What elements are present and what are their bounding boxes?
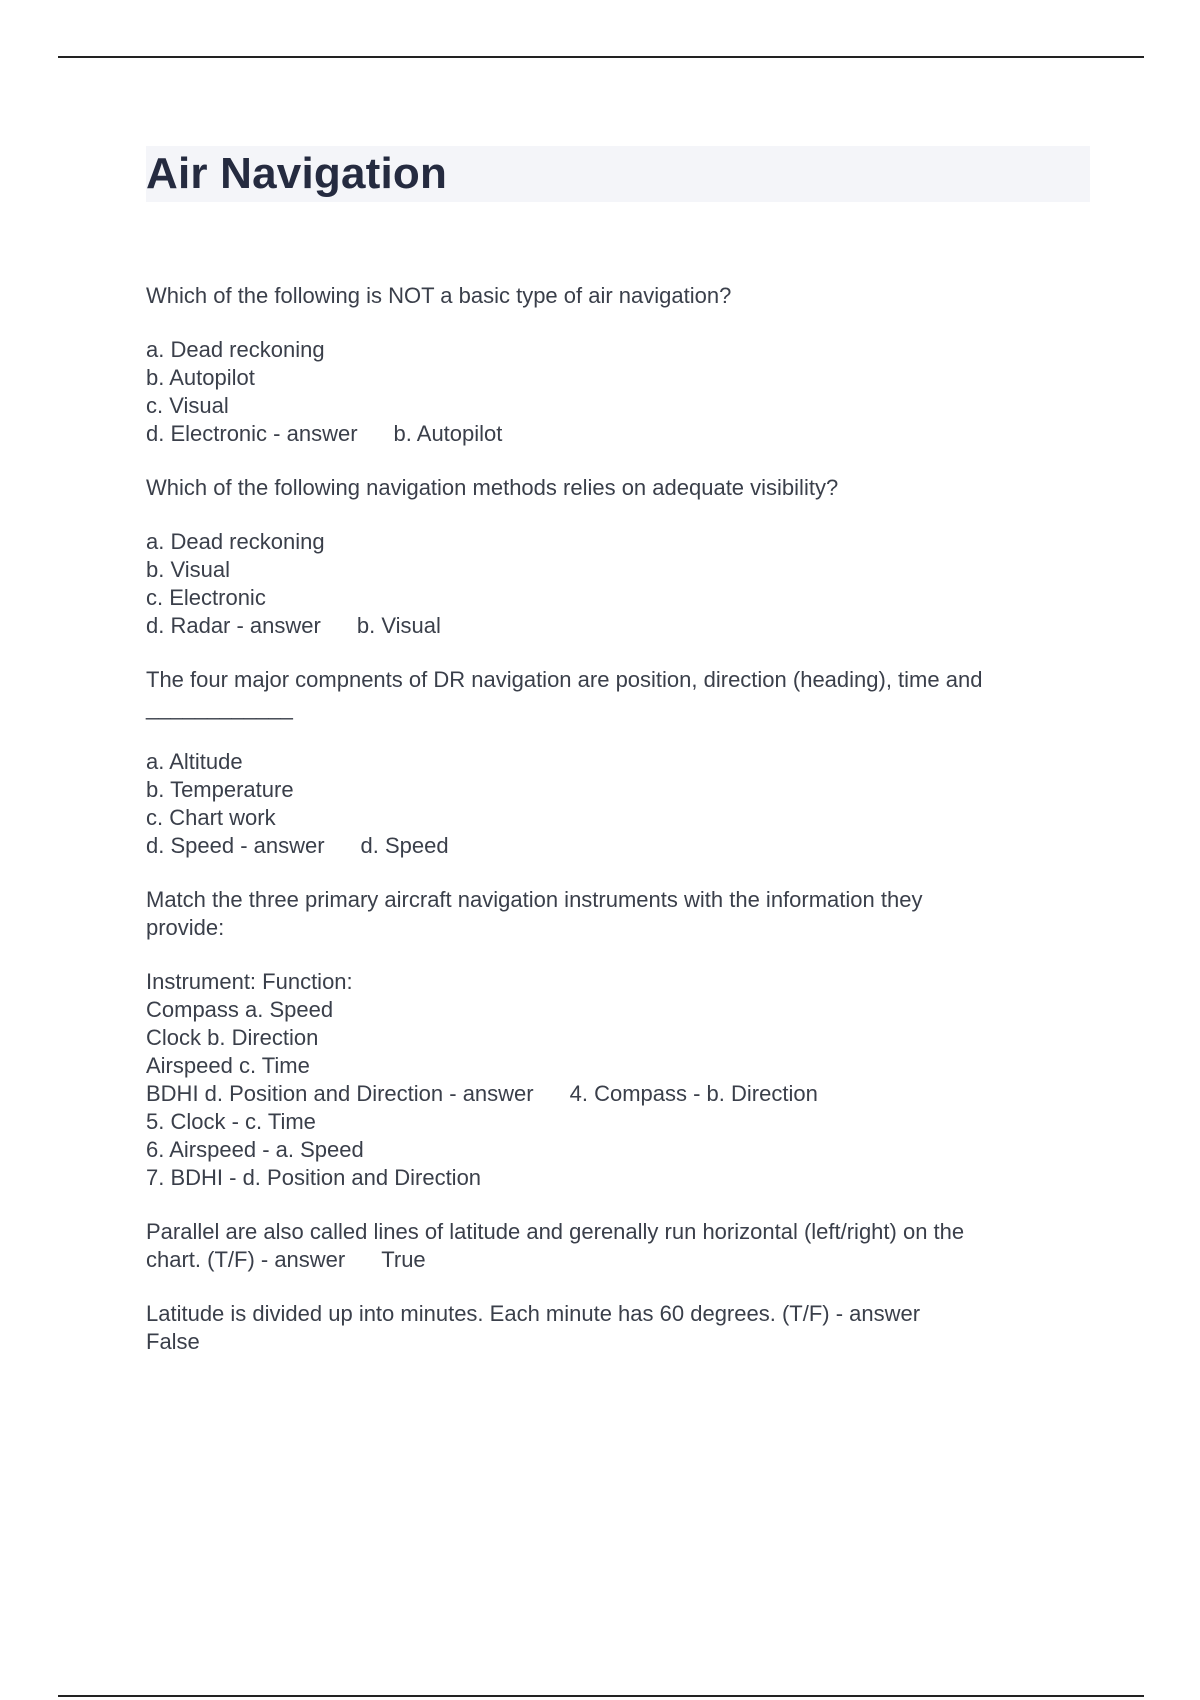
title-band bbox=[146, 146, 1090, 202]
answer-text: 4. Compass - b. Direction bbox=[569, 1081, 818, 1106]
qa-item bbox=[146, 1218, 1090, 1274]
answer-text: True bbox=[381, 1247, 426, 1272]
question-text: provide: bbox=[146, 915, 225, 940]
question-text: Parallel are also called lines of latitude and gerenally run horizontal (left/right) on the bbox=[146, 1219, 965, 1244]
question-text: Which of the following navigation methods relies on adequate visibility? bbox=[146, 475, 839, 500]
answer-text: b. Visual bbox=[356, 613, 441, 638]
option: d. Radar - answer bbox=[146, 613, 321, 638]
question-text: Latitude is divided up into minutes. Each minute has 60 degrees. (T/F) - answer bbox=[146, 1301, 921, 1326]
option: b. Temperature bbox=[146, 777, 294, 802]
document-content bbox=[146, 146, 1090, 1356]
answer-line: 6. Airspeed - a. Speed bbox=[146, 1137, 364, 1162]
qa-item bbox=[146, 886, 1090, 1192]
match-line: BDHI d. Position and Direction - answer bbox=[146, 1081, 534, 1106]
bottom-rule bbox=[58, 1695, 1144, 1697]
qa-item bbox=[146, 1300, 1090, 1356]
question-text: The four major compnents of DR navigation are position, direction (heading), time and bbox=[146, 667, 983, 692]
option: d. Electronic - answer bbox=[146, 421, 358, 446]
answer-text: b. Autopilot bbox=[393, 421, 503, 446]
option: a. Dead reckoning bbox=[146, 529, 325, 554]
question-text: chart. (T/F) - answer bbox=[146, 1247, 346, 1272]
question-blank: ____________ bbox=[146, 695, 293, 720]
option: d. Speed - answer bbox=[146, 833, 325, 858]
answer-line: 7. BDHI - d. Position and Direction bbox=[146, 1165, 482, 1190]
top-rule bbox=[58, 56, 1144, 58]
qa-item bbox=[146, 282, 1090, 448]
qa-list bbox=[146, 282, 1090, 1356]
option: a. Dead reckoning bbox=[146, 337, 325, 362]
qa-item bbox=[146, 666, 1090, 860]
page-title: Air Navigation bbox=[146, 149, 448, 198]
option: c. Visual bbox=[146, 393, 229, 418]
question-text: Match the three primary aircraft navigation instruments with the information they bbox=[146, 887, 923, 912]
match-line: Airspeed c. Time bbox=[146, 1053, 310, 1078]
answer-line: 5. Clock - c. Time bbox=[146, 1109, 316, 1134]
option: b. Autopilot bbox=[146, 365, 255, 390]
match-line: Clock b. Direction bbox=[146, 1025, 319, 1050]
option: c. Chart work bbox=[146, 805, 276, 830]
match-line: Compass a. Speed bbox=[146, 997, 334, 1022]
option: a. Altitude bbox=[146, 749, 243, 774]
answer-text: False bbox=[146, 1329, 200, 1354]
question-text: Which of the following is NOT a basic type of air navigation? bbox=[146, 283, 732, 308]
match-line: Instrument: Function: bbox=[146, 969, 353, 994]
qa-item bbox=[146, 474, 1090, 640]
option: c. Electronic bbox=[146, 585, 266, 610]
option: b. Visual bbox=[146, 557, 230, 582]
answer-text: d. Speed bbox=[360, 833, 449, 858]
